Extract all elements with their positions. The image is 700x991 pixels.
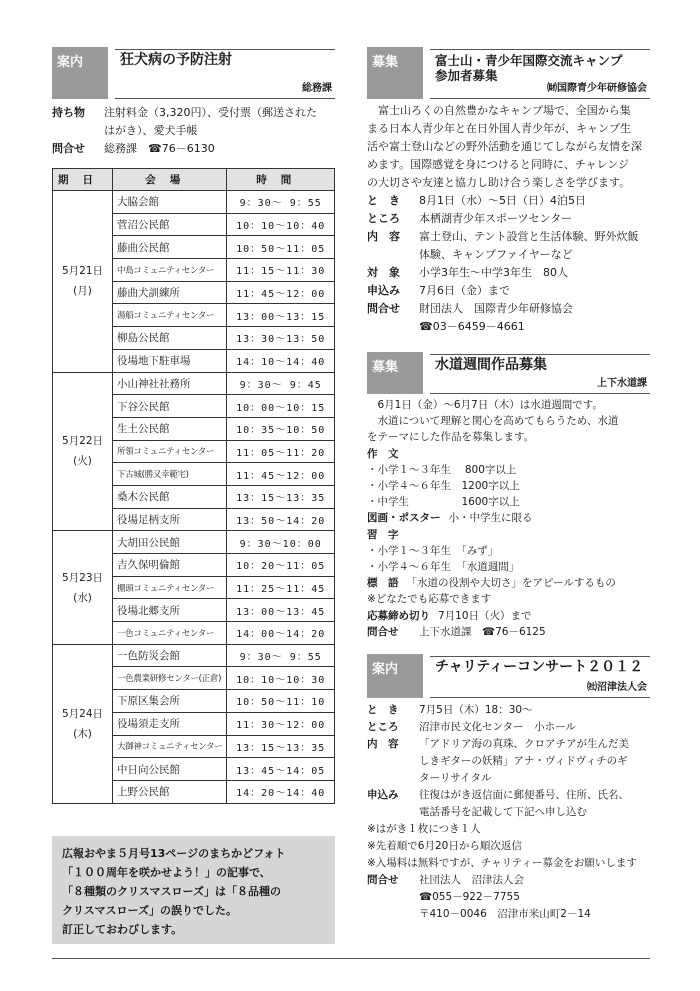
schedule-time: 9：30～10：00 (227, 531, 335, 554)
schedule-venue: 役場地下駐車場 (113, 349, 227, 372)
concert-note: ※はがき１枚につき１人 (367, 823, 481, 836)
water-org: 上下水道課 (597, 378, 647, 389)
schedule-time: 11：30～12：00 (227, 712, 335, 735)
header-bottom-rule (430, 697, 650, 698)
table-header-row (53, 169, 335, 191)
camp-where-value: 本栖湖青少年スポーツセンター (419, 212, 573, 225)
schedule-venue: 大脇会館 (113, 191, 227, 214)
schedule-time: 13：15～13：35 (227, 485, 335, 508)
table-row (53, 644, 335, 667)
table-row (53, 531, 335, 554)
schedule-time: 9：30～ 9：55 (227, 644, 335, 667)
concert-content-line3: ターリサイタル (419, 772, 492, 785)
schedule-body (53, 191, 335, 804)
schedule-venue: 藤曲公民館 (113, 236, 227, 259)
schedule-venue: 一色コミュニティセンター (113, 622, 227, 645)
camp-desc-line5: の大切さや友達と協力し助け合う楽しさを学びます。 (367, 176, 631, 189)
table-row (53, 372, 335, 395)
schedule-time: 13：00～13：15 (227, 304, 335, 327)
schedule-time: 9：30～ 9：55 (227, 191, 335, 214)
water-tag: 募集 (367, 352, 423, 394)
schedule-time: 10：20～11：05 (227, 554, 335, 577)
camp-where-label: ところ (367, 212, 400, 225)
rabies-items-line2: はがき）、愛犬手帳 (104, 124, 198, 137)
header-top-rule (115, 49, 335, 50)
header-bottom-rule (430, 393, 650, 394)
water-header (367, 352, 650, 394)
schedule-weekday: (水) (73, 591, 92, 604)
notice-line4: クリスマスローズ」の誤りでした。 (62, 904, 238, 917)
camp-when-value: 8月1日（水）～5日（日）4泊5日 (419, 194, 586, 207)
schedule-time: 13：15～13：35 (227, 735, 335, 758)
rabies-header (52, 47, 335, 99)
camp-desc-line1: 富士山ろくの自然豊かなキャンプ場で、全国から集 (378, 104, 631, 117)
rabies-items (52, 104, 335, 140)
header-bottom-rule (430, 98, 650, 99)
header-venue: 会場 (113, 169, 227, 191)
water-essay-label: 作 文 (367, 447, 399, 460)
schedule-date: 5月23日 (61, 571, 104, 584)
schedule-time: 13：50～14：20 (227, 508, 335, 531)
schedule-time: 10：35～10：50 (227, 417, 335, 440)
schedule-weekday: (木) (73, 727, 92, 740)
schedule-date: 5月22日 (61, 435, 104, 448)
camp-target-label: 対 象 (367, 266, 400, 279)
header-bottom-rule (115, 98, 335, 99)
schedule-time: 11：15～11：30 (227, 259, 335, 282)
concert-apply-label: 申込み (367, 789, 399, 802)
concert-content-label: 内 容 (367, 738, 399, 751)
table-row (53, 191, 335, 214)
camp-body (367, 102, 650, 336)
schedule-date-cell (53, 191, 113, 373)
water-title: 水道週間作品募集 (435, 357, 547, 373)
rabies-contact-value: 総務課 ☎76－6130 (104, 142, 215, 155)
schedule-venue: 菅沼公民館 (113, 213, 227, 236)
header-time: 時間 (227, 169, 335, 191)
schedule-venue: 大胡田公民館 (113, 531, 227, 554)
camp-apply-label: 申込み (367, 284, 400, 297)
concert-contact-line1: 社団法人 沼津法人会 (419, 874, 524, 887)
schedule-venue: 生土公民館 (113, 417, 227, 440)
water-deadline-value: 7月10日（火）まで (438, 609, 532, 622)
camp-contact-line2: ☎03－6459－4661 (419, 320, 525, 333)
concert-when-value: 7月5日（木）18：30～ (419, 704, 533, 717)
camp-desc-line4: めます。国際感覚を身につけると同時に、チャレンジ (367, 158, 630, 171)
schedule-time: 10：10～10：30 (227, 667, 335, 690)
water-desc-line2: 水道について理解と関心を高めてもらうため、水道 (377, 415, 619, 428)
schedule-venue: 役場北郷支所 (113, 599, 227, 622)
schedule-date-cell (53, 644, 113, 803)
schedule-time: 9：30～ 9：45 (227, 372, 335, 395)
correction-notice (52, 836, 335, 944)
header-top-rule (430, 354, 650, 355)
rabies-contact-label: 問合せ (52, 142, 85, 155)
schedule-time: 11：45～12：00 (227, 463, 335, 486)
schedule-venue: 所領コミュニティセンター (113, 440, 227, 463)
water-essay-item: ・中学生 1600字以上 (367, 496, 520, 509)
water-body (367, 397, 650, 640)
schedule-time: 13：00～13：45 (227, 599, 335, 622)
water-standard-value: 「水道の役割や大切さ」をアピールするもの (406, 577, 616, 590)
schedule-date-cell (53, 531, 113, 644)
schedule-venue: 役場足柄支所 (113, 508, 227, 531)
water-standard-label: 標 語 (367, 577, 399, 590)
water-poster-value: 小・中学生に限る (448, 512, 533, 525)
concert-contact-line2: ☎055－922－7755 (419, 891, 520, 904)
right-column (367, 47, 650, 923)
notice-line3: 「８種類のクリスマスローズ」は「８品種の (62, 885, 282, 898)
rabies-items-line1: 注射料金（3,320円）、受付票（郵送された (104, 106, 317, 119)
schedule-time: 10：50～11：05 (227, 236, 335, 259)
notice-line5: 訂正しておわびします。 (62, 923, 183, 936)
schedule-venue: 一色農業研修センター(正倉) (113, 667, 227, 690)
schedule-time: 13：45～14：05 (227, 758, 335, 781)
concert-note: ※入場料は無料ですが、チャリティー募金をお願いします (367, 857, 637, 870)
schedule-venue: 役場須走支所 (113, 712, 227, 735)
schedule-time: 13：30～13：50 (227, 327, 335, 350)
concert-note: ※先着順で6月20日から順次返信 (367, 840, 522, 853)
schedule-venue: 棚頭コミュニティセンター (113, 576, 227, 599)
camp-desc-line3: 活や富士登山などの野外活動を通じてしながら友情を深 (367, 140, 642, 153)
schedule-venue: 上野公民館 (113, 780, 227, 803)
schedule-date: 5月24日 (61, 707, 104, 720)
schedule-time: 11：25～11：45 (227, 576, 335, 599)
camp-content-label: 内 容 (367, 230, 400, 243)
schedule-venue: 中島コミュニティセンター (113, 259, 227, 282)
camp-content-line2: 体験、キャンプファイヤーなど (419, 248, 573, 261)
schedule-venue: 吉久保明倫館 (113, 554, 227, 577)
water-desc-line1: 6月1日（金）～6月7日（木）は水道週間です。 (377, 399, 603, 411)
concert-content-line1: 「アドリア海の真珠、クロアチアが生んだ美 (419, 738, 629, 751)
camp-org: ㈶国際青少年研修協会 (547, 83, 647, 94)
schedule-venue: 藤曲犬訓練所 (113, 281, 227, 304)
schedule-time: 10：50～11：10 (227, 690, 335, 713)
schedule-time: 10：00～10：15 (227, 395, 335, 418)
camp-tag: 募集 (367, 47, 423, 99)
camp-title-line2: 参加者募集 (435, 68, 498, 83)
water-contact-label: 問合せ (367, 625, 399, 638)
water-desc-line3: をテーマにした作品を募集します。 (367, 431, 535, 444)
water-contact-value: 上下水道課 ☎76－6125 (419, 625, 546, 638)
camp-contact-line1: 財団法人 国際青少年研修協会 (419, 302, 573, 315)
schedule-time: 14：00～14：20 (227, 622, 335, 645)
camp-title-line1: 富士山・青少年国際交流キャンプ (435, 53, 623, 68)
concert-apply-line2: 電話番号を記載して下記へ申し込む (419, 806, 587, 819)
schedule-time: 11：45～12：00 (227, 281, 335, 304)
water-anyone-note: ※どなたでも応募できます (367, 593, 492, 606)
header-date: 期日 (53, 169, 113, 191)
concert-body (367, 702, 650, 923)
schedule-time: 11：05～11：20 (227, 440, 335, 463)
schedule-time: 14：20～14：40 (227, 780, 335, 803)
schedule-venue: 下原区集会所 (113, 690, 227, 713)
concert-header (367, 654, 650, 698)
notice-line2: 「１００周年を咲かせよう！」の記事で、 (62, 866, 271, 879)
schedule-date: 5月21日 (61, 265, 104, 278)
concert-contact-line3: 〒410－0046 沼津市米山町2－14 (419, 908, 591, 921)
camp-desc-line2: まる日本人青少年と在日外国人青少年が、キャンプ生 (367, 122, 631, 135)
schedule-venue: 湯船コミュニティセンター (113, 304, 227, 327)
schedule-time: 10：10～10：40 (227, 213, 335, 236)
schedule-time: 14：10～14：40 (227, 349, 335, 372)
notice-line1: 広報おやま５月号13ページのまちかどフォト (62, 847, 286, 860)
schedule-venue: 柳島公民館 (113, 327, 227, 350)
concert-org: ㈳沼津法人会 (587, 682, 647, 694)
schedule-venue: 下谷公民館 (113, 395, 227, 418)
schedule-venue: 桑木公民館 (113, 485, 227, 508)
schedule-venue: 大御神コミュニティセンター (113, 735, 227, 758)
rabies-tag: 案内 (52, 47, 108, 99)
rabies-schedule-table (52, 168, 335, 804)
concert-where-value: 沼津市民文化センター 小ホール (419, 721, 576, 734)
page-bottom-rule (52, 958, 650, 959)
camp-when-label: と き (367, 194, 400, 207)
header-top-rule (430, 656, 650, 657)
schedule-weekday: (火) (73, 455, 92, 468)
camp-apply-value: 7月6日（金）まで (419, 284, 510, 297)
schedule-venue: 一色防災会館 (113, 644, 227, 667)
rabies-items-label: 持ち物 (52, 106, 85, 119)
schedule-venue: 中日向公民館 (113, 758, 227, 781)
concert-title: チャリティーコンサート２０１２ (435, 659, 644, 676)
left-column (52, 47, 335, 804)
water-calligraphy-item: ・小学１～３年生 「みず」 (367, 544, 499, 557)
schedule-venue: 下古城(勝又幸範宅) (113, 463, 227, 486)
schedule-date-cell (53, 372, 113, 531)
rabies-title: 狂犬病の予防注射 (120, 52, 232, 68)
schedule-weekday: (月) (73, 285, 92, 298)
rabies-contact (52, 140, 335, 158)
schedule-venue: 小山神社社務所 (113, 372, 227, 395)
concert-content-line2: しきギターの妖精」アナ・ヴィドヴィチのギ (419, 755, 628, 768)
camp-contact-label: 問合せ (367, 302, 400, 315)
rabies-body (52, 104, 335, 158)
camp-header (367, 47, 650, 99)
concert-apply-line1: 往復はがき返信面に郵便番号、住所、氏名、 (419, 789, 629, 802)
water-calligraphy-label: 習 字 (367, 528, 399, 541)
camp-content-line1: 富士登山、テント設営と生活体験、野外炊飯 (419, 230, 639, 243)
water-poster-label: 図画・ポスター (367, 512, 441, 525)
water-deadline-label: 応募締め切り (367, 609, 430, 622)
concert-where-label: ところ (367, 721, 399, 734)
water-essay-item: ・小学４～６年生 1200字以上 (367, 480, 520, 493)
header-top-rule (430, 49, 650, 50)
rabies-org: 総務課 (302, 83, 332, 94)
camp-target-value: 小学3年生～中学3年生 80人 (419, 266, 568, 279)
concert-tag: 案内 (367, 654, 423, 698)
concert-contact-label: 問合せ (367, 874, 399, 887)
water-essay-item: ・小学１～３年生 800字以上 (367, 463, 517, 476)
water-calligraphy-item: ・小学４～６年生 「水道週間」 (367, 561, 520, 574)
concert-when-label: と き (367, 704, 399, 717)
